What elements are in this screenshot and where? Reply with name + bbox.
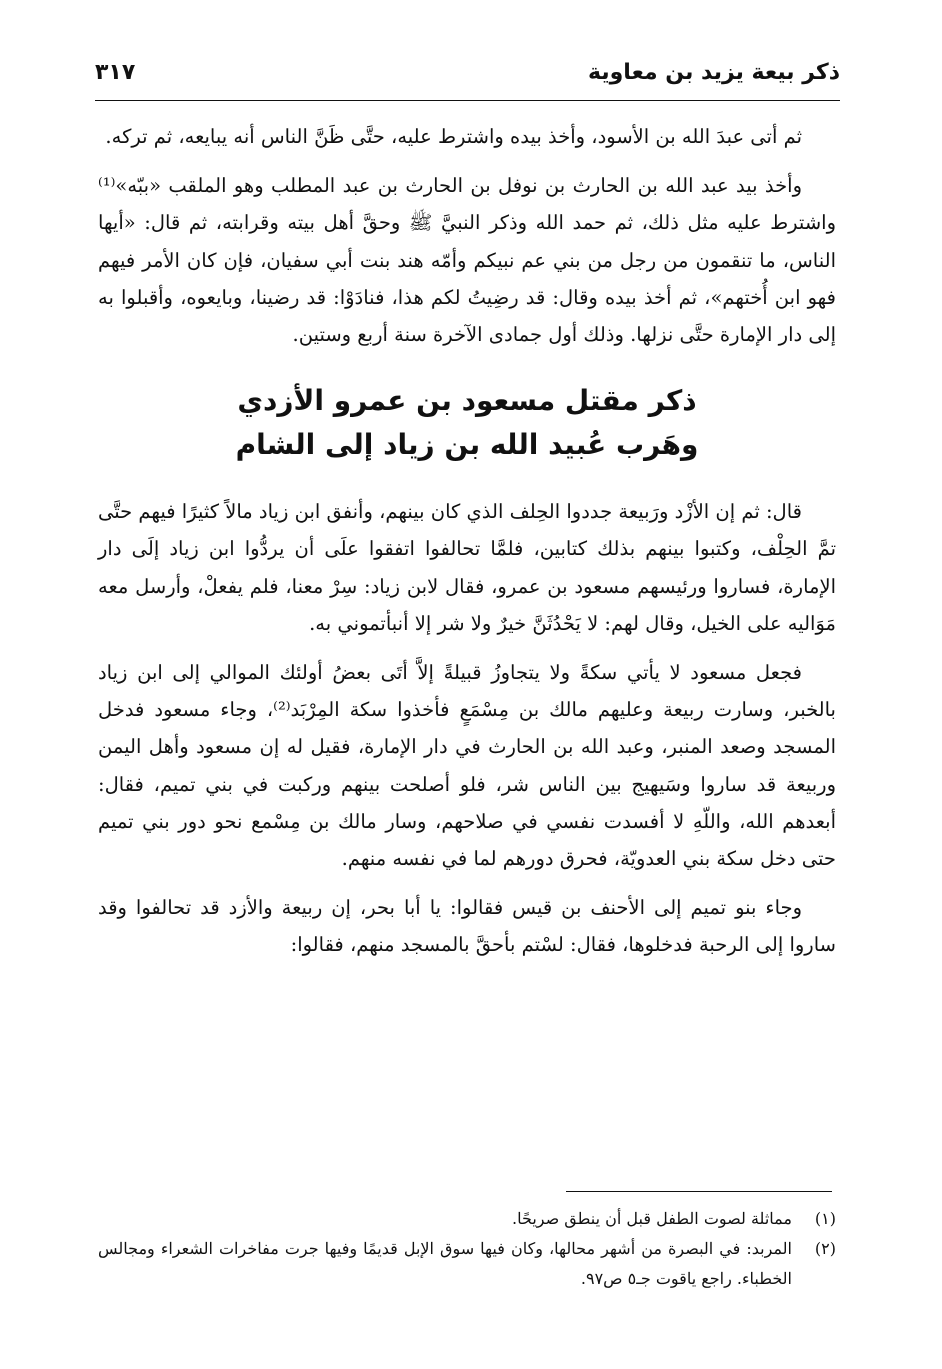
footnote-text: المربد: في البصرة من أشهر محالها، وكان فيها سوق الإبل قديمًا وفيها جرت مفاخرات الشعراء ومجالس الخطباء. راجع ياقوت جـ٥ ص٩٧. <box>98 1239 792 1288</box>
section-heading <box>98 379 836 467</box>
main-text <box>98 118 836 976</box>
footnote-marker: (١) <box>814 1209 836 1228</box>
section-heading-line-2: وهَرب عُبيد الله بن زياد إلى الشام <box>235 428 699 462</box>
footnote-2 <box>98 1234 836 1294</box>
page-number: ٣١٧ <box>95 60 136 85</box>
header-rule <box>95 100 840 101</box>
footnotes <box>98 1204 836 1294</box>
paragraph-1: ثم أتى عبدَ الله بن الأسود، وأخذ بيده واشترط عليه، حتَّى ظَنَّ الناس أنه يبايعه، ثم تركه. <box>105 125 802 148</box>
footnote-1 <box>98 1204 836 1234</box>
paragraph-3: قال: ثم إن الأزْد ورَبيعة جددوا الحِلف الذي كان بينهم، وأنفق ابن زياد مالاً كثيرًا فيهم حتَّى تمَّ الحِلْف، وكتبوا بينهم بذلك كتابين، فلمَّا تحالفوا اتفقوا علَى أن يردُّوا ابن زياد إلَى دار الإمارة، فساروا ورئيسهم مسعود بن عمرو، فقال لابن زياد: سِرْ معنا، فلم يفعلْ، وأرسل معه مَوَاليه على الخيل، وقال لهم: لا يَحْدُثَنَّ خيرٌ ولا شر إلا أنبأتموني به. <box>98 500 836 635</box>
paragraph-4: فجعل مسعود لا يأتي سكةً ولا يتجاوزُ قبيلةً إلاَّ أتَى بعضُ أولئك الموالي إلى ابن زياد بالخبر، وسارت ربيعة وعليهم مالك بن مِسْمَعٍ فأخذوا سكة المِرْبَد⁽²⁾، وجاء مسعود فدخل المسجد وصعد المنبر، وعبد الله بن الحارث في دار الإمارة، فقيل له إن مسعود وأهل اليمن وربيعة قد ساروا وسَيهيج بين الناس شر، فلو أصلحت بينهم وركبت في بني تميم، فقال: أبعدهم الله، واللّهِ لا أفسدت نفسي في صلاحهم، وسار مالك بن مِسْمع نحو دور بني تميم حتى دخل سكة بني العدويّة، فحرق دورهم لما في نفسه منهم. <box>98 661 836 871</box>
paragraph-5: وجاء بنو تميم إلى الأحنف بن قيس فقالوا: يا أبا بحر، إن ربيعة والأزد قد تحالفوا وقد ساروا إلى الرحبة فدخلوها، فقال: لسْتم بأحقَّ بالمسجد منهم، فقالوا: <box>98 896 836 957</box>
paragraph-2: وأخذ بيد عبد الله بن الحارث بن نوفل بن الحارث بن عبد المطلب وهو الملقب «ببّه»⁽¹⁾ واشترط عليه مثل ذلك، ثم حمد الله وذكر النبيَّ ﷺ وحقَّ أهل بيته وقرابته، ثم قال: «أيها الناس، ما تنقمون من رجل من بني عم نبيكم وأمّه هند بنت أبي سفيان، فإن كان الأمر فيهم فهو ابن أُختهم»، ثم أخذ بيده وقال: قد رضِيتُ لكم هذا، فنادَوْا: قد رضينا، وبايعوه، وأقبلوا به إلى دار الإمارة حتَّى نزلها. وذلك أول جمادى الآخرة سنة أربع وستين. <box>98 174 836 347</box>
footnote-text: مماثلة لصوت الطفل قبل أن ينطق صريحًا. <box>512 1209 792 1228</box>
footnote-marker: (٢) <box>814 1239 836 1258</box>
footnote-rule <box>566 1191 832 1192</box>
page-header <box>95 58 840 96</box>
running-title: ذكر بيعة يزيد بن معاوية <box>588 60 840 85</box>
section-heading-line-1: ذكر مقتل مسعود بن عمرو الأزدي <box>237 384 697 418</box>
